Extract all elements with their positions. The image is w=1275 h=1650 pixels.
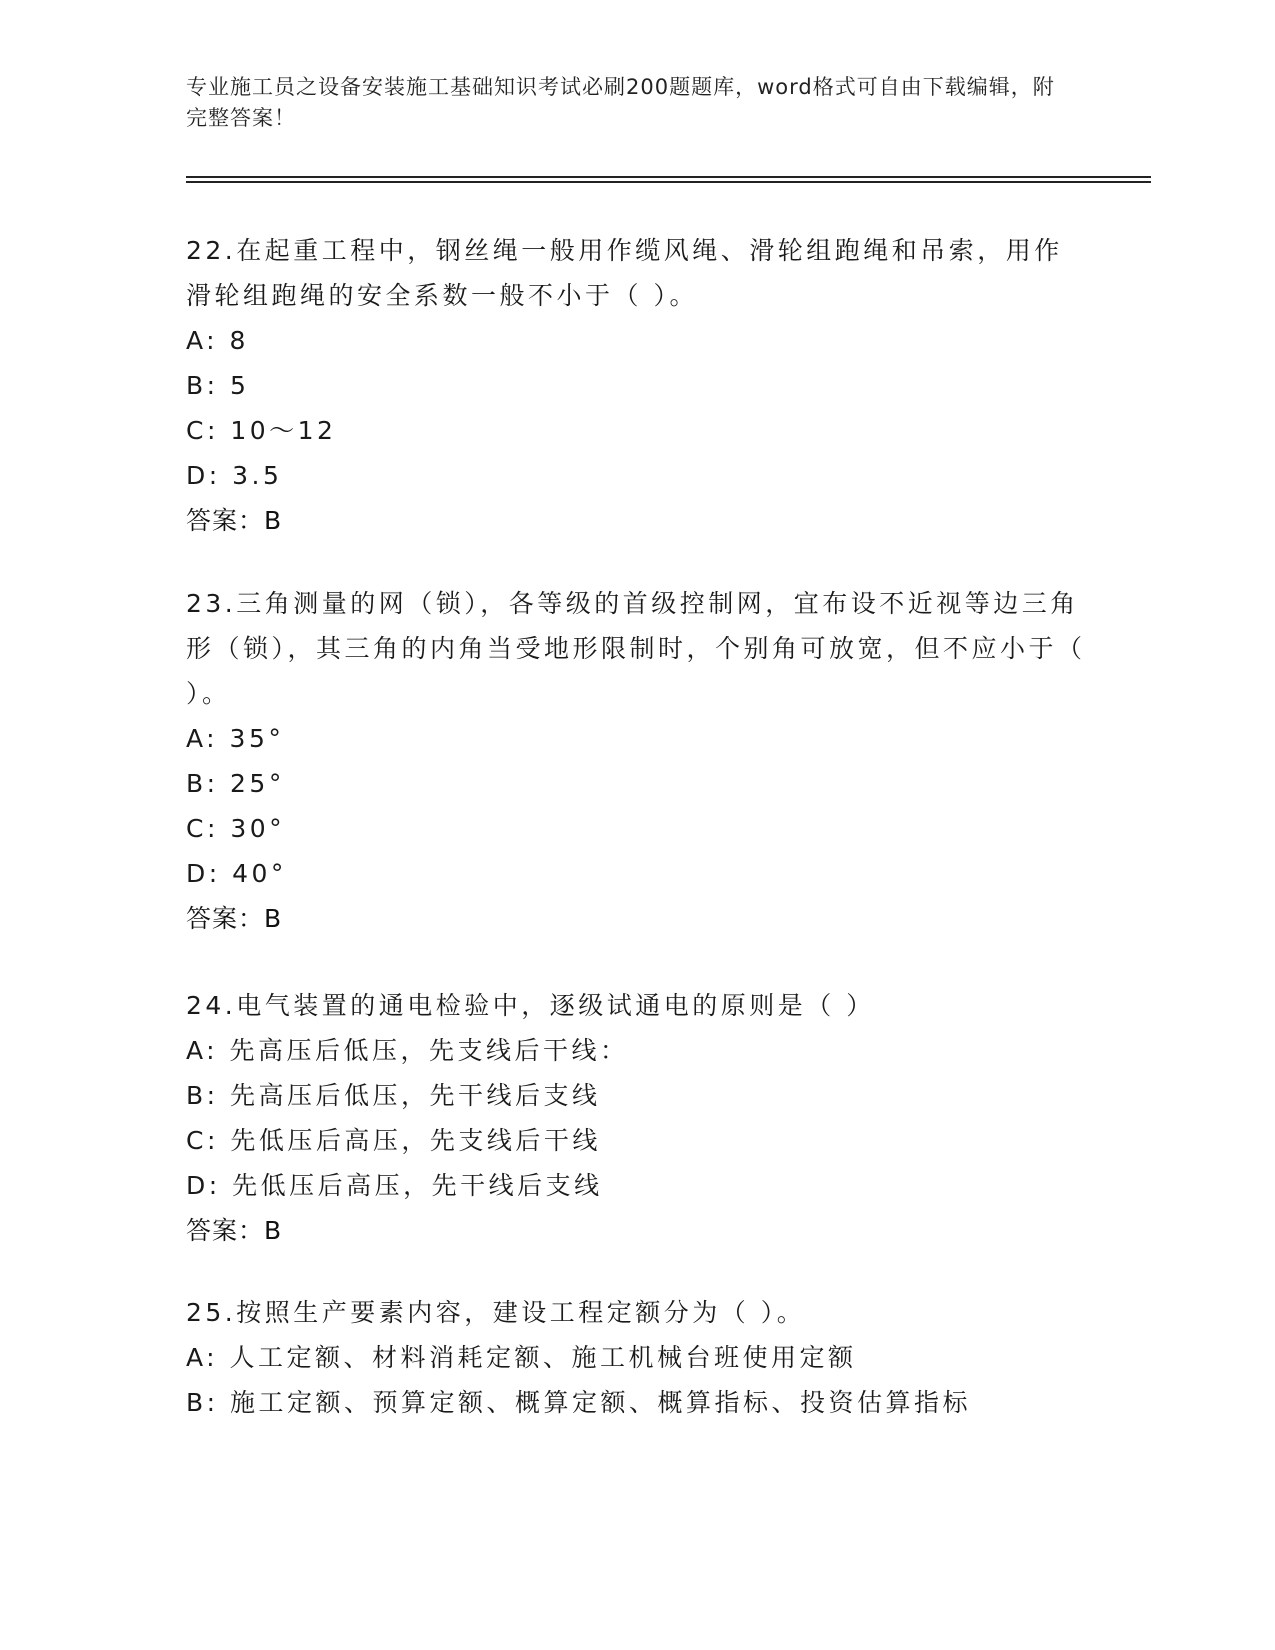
question-22 bbox=[186, 228, 1086, 543]
answer: 答案：B bbox=[186, 1216, 283, 1245]
option-a: A: 人工定额、材料消耗定额、施工机械台班使用定额 bbox=[186, 1343, 857, 1372]
option-a: A: 先高压后低压，先支线后干线： bbox=[186, 1036, 629, 1065]
option-b: B: 先高压后低压，先干线后支线 bbox=[186, 1081, 601, 1110]
document-header: 专业施工员之设备安装施工基础知识考试必刷200题题库，word格式可自由下载编辑，附完整答案！ bbox=[186, 75, 1055, 130]
question-24 bbox=[186, 983, 1086, 1253]
answer: 答案：B bbox=[186, 904, 283, 933]
question-25 bbox=[186, 1290, 1086, 1425]
option-d: D: 40° bbox=[186, 859, 287, 888]
option-a: A: 35° bbox=[186, 724, 285, 753]
question-stem: 25.按照生产要素内容，建设工程定额分为（ ）。 bbox=[186, 1298, 806, 1327]
header-divider-bottom bbox=[186, 181, 1151, 183]
option-c: C: 先低压后高压，先支线后干线 bbox=[186, 1126, 601, 1155]
option-d: D: 3.5 bbox=[186, 461, 283, 490]
option-b: B: 施工定额、预算定额、概算定额、概算指标、投资估算指标 bbox=[186, 1388, 972, 1417]
option-b: B: 5 bbox=[186, 371, 250, 400]
header-divider-top bbox=[186, 176, 1151, 178]
option-d: D: 先低压后高压，先干线后支线 bbox=[186, 1171, 603, 1200]
option-a: A: 8 bbox=[186, 326, 249, 355]
answer: 答案：B bbox=[186, 506, 283, 535]
option-c: C: 10～12 bbox=[186, 416, 337, 445]
question-23 bbox=[186, 581, 1086, 941]
option-c: C: 30° bbox=[186, 814, 286, 843]
option-b: B: 25° bbox=[186, 769, 285, 798]
question-stem: 23.三角测量的网（锁），各等级的首级控制网，宜布设不近视等边三角形（锁），其三角的内角当受地形限制时，个别角可放宽，但不应小于（ ）。 bbox=[186, 589, 1086, 708]
question-stem: 22.在起重工程中，钢丝绳一般用作缆风绳、滑轮组跑绳和吊索，用作滑轮组跑绳的安全系数一般不小于（ ）。 bbox=[186, 236, 1063, 310]
question-stem: 24.电气装置的通电检验中，逐级试通电的原则是（ ） bbox=[186, 991, 875, 1020]
